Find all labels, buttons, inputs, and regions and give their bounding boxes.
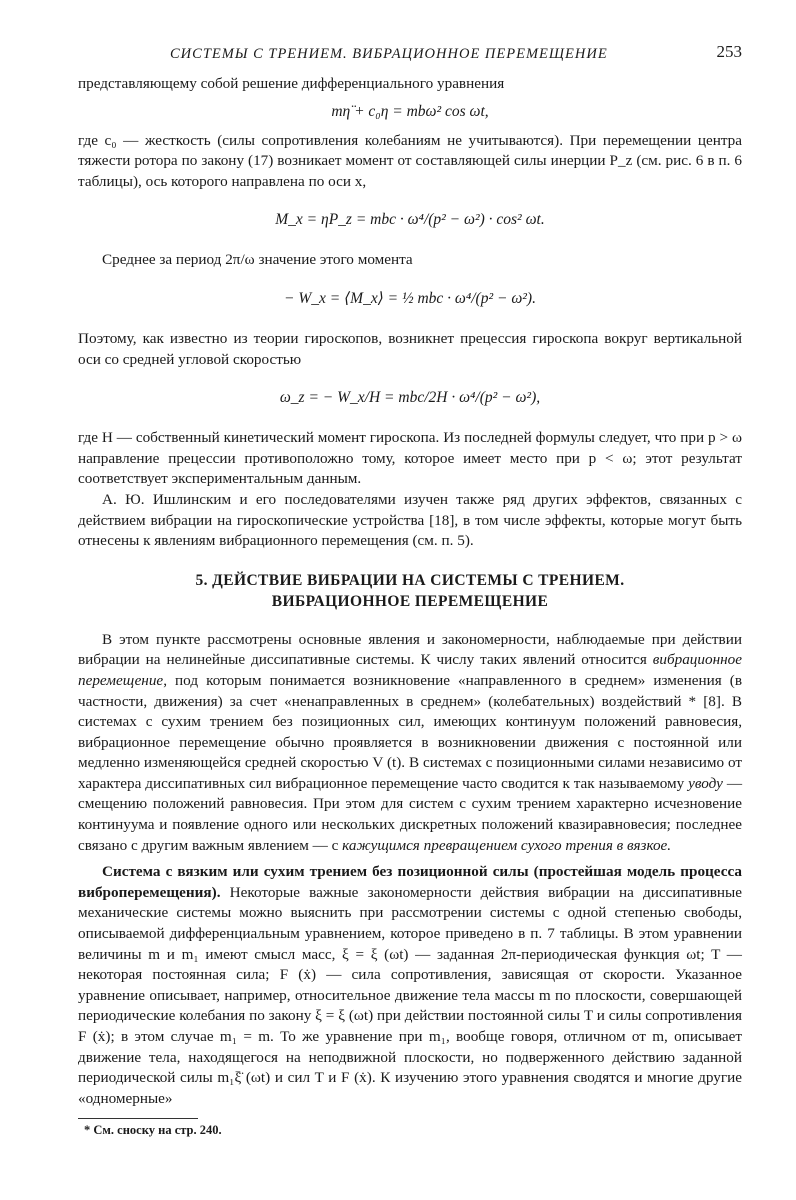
section-heading <box>78 570 742 612</box>
section-heading-line-2: ВИБРАЦИОННОЕ ПЕРЕМЕЩЕНИЕ <box>271 592 549 610</box>
paragraph-5: где H — собственный кинетический момент гироскопа. Из последней формулы следует, что при p > ω направление прецессии противоположно тому, которое имеет место при p < ω; этот результат соответствует экспериментальным данным. <box>78 429 742 488</box>
term-drift: уводу <box>688 774 723 792</box>
formula-4: ω_z = − W_x/H = mbc/2H · ω⁴/(p² − ω²), <box>279 389 541 407</box>
paragraph-7-part-b: , под которым понимается возникновение «направленного в среднем» изменения (в частности, движения) за счет «ненаправленных в среднем» (колебательных) воздействий * [8]. В системах с сухим трением без позиционных сил, имеющих континуум положений равновесия, вибрационное перемещение обычно проявляется в возникновении движения с постоянной или медленно изменяющейся средней скоростью V (t). В системах с позиционными силами независимо от характера диссипативных сил вибрационное перемещение часто сводится к так называемому <box>78 671 742 792</box>
running-head <box>78 40 742 74</box>
footnote-rule <box>78 1118 198 1119</box>
formula-1: mη̈ + c₀η = mbω² cos ωt, <box>331 102 489 120</box>
paragraph-1: представляющему собой решение дифференциального уравнения <box>78 75 505 92</box>
section-heading-line-1: 5. ДЕЙСТВИЕ ВИБРАЦИИ НА СИСТЕМЫ С ТРЕНИЕМ. <box>195 571 625 589</box>
paragraph-7 <box>78 630 742 857</box>
paragraph-8-body: Некоторые важные закономерности действия вибрации на диссипативные механические системы можно выяснить при рассмотрении системы с одной степенью свободы, описываемой дифференциальным уравнением, которое приведено в п. 7 таблицы. В этом уравнении величины m и m₁ имеют смысл масс, ξ = ξ (ωt) — заданная 2π-периодическая функция ωt; T — некоторая постоянная сила; F (ẋ) — сила сопротивления, зависящая от скорости. Указанное уравнение описывает, например, относительное движение тела массы m по плоскости, совершающей периодические колебания по закону ξ = ξ (ωt) при действии постоянной силы T и силы сопротивления F (ẋ); в этом случае m₁ = m. То же уравнение при m₁, вообще говоря, отличном от m, описывает движение тела, находящегося на неподвижной плоскости, но подверженного действию заданной периодической силы m₁ξ̈ (ωt) и сил T и F (ẋ). К изучению этого уравнения сводятся и многие другие «одномерные» <box>78 883 742 1107</box>
formula-3: − W_x = ⟨M_x⟩ = ½ mbc · ω⁴/(p² − ω²). <box>284 289 536 307</box>
term-apparent-friction: кажущимся превращением сухого трения в вязкое. <box>342 836 672 854</box>
paragraph-2: где c₀ — жесткость (силы сопротивления колебаниям не учитываются). При перемещении центра тяжести ротора по закону (17) возникает момент от составляющей силы инерции P_z (см. рис. 6 в п. 6 таблицы), ось которого направлена по оси x, <box>78 131 742 190</box>
paragraph-6: А. Ю. Ишлинским и его последователями изучен также ряд других эффектов, связанных с действием вибрации на гироскопические устройства [18], в том числе эффекты, которые могут быть отнесены к явлениям вибрационного перемещения (см. п. 5). <box>78 490 742 550</box>
paragraph-4: Поэтому, как известно из теории гироскопов, возникнет прецессия гироскопа вокруг вертикальной оси со средней угловой скоростью <box>78 329 742 368</box>
term-vibration-displacement: вибрационное перемещение <box>78 651 742 689</box>
page-number: 253 <box>716 42 742 61</box>
footnote: * См. сноску на стр. 240. <box>84 1123 222 1138</box>
running-title: СИСТЕМЫ С ТРЕНИЕМ. ВИБРАЦИОННОЕ ПЕРЕМЕЩЕНИЕ <box>170 46 608 62</box>
paragraph-7-part-c: — смещению положений равновесия. При этом для систем с сухим трением характерно исчезновение континуума и появление одного или нескольких дискретных положений квазиравновесия; последнее связано с другим важным явлением — с <box>78 774 743 854</box>
paragraph-7-part-a: В этом пункте рассмотрены основные явления и закономерности, наблюдаемые при действии вибрации на нелинейные диссипативные системы. К числу таких явлений относится <box>78 630 742 669</box>
formula-2: M_x = ηP_z = mbc · ω⁴/(p² − ω²) · cos² ωt. <box>275 211 545 229</box>
page <box>78 40 742 1138</box>
paragraph-8 <box>78 862 742 1109</box>
paragraph-8-lead: Система с вязким или сухим трением без позиционной силы (простейшая модель процесса виброперемещения). <box>78 863 742 901</box>
paragraph-3: Среднее за период 2π/ω значение этого момента <box>102 251 413 269</box>
